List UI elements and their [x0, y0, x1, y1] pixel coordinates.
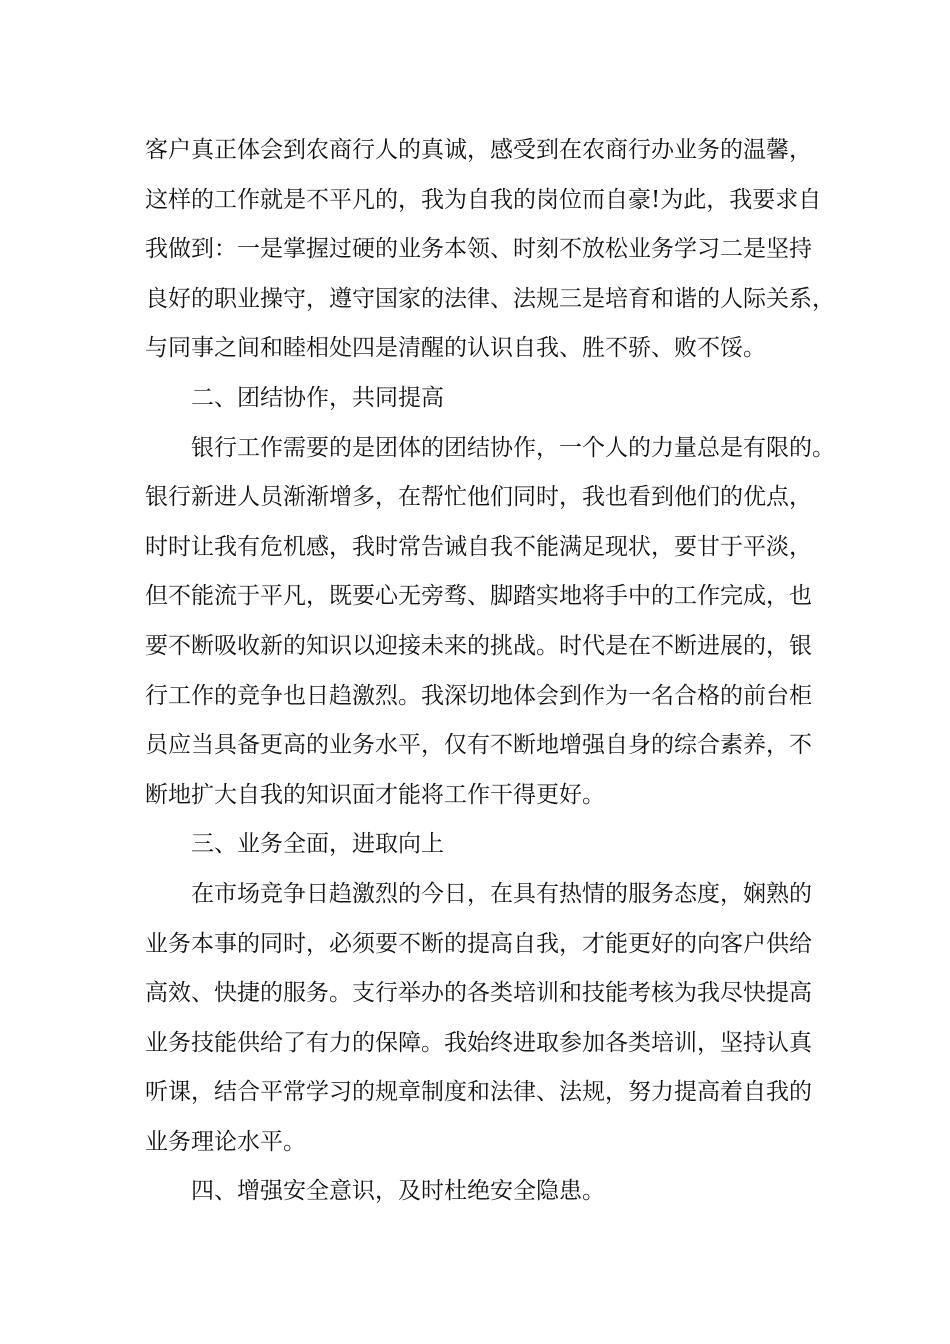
text-line: 时时让我有危机感，我时常告诫自我不能满足现状，要甘于平淡， [145, 533, 812, 560]
text-line: 断地扩大自我的知识面才能将工作干得更好。 [145, 781, 605, 808]
text-line: 与同事之间和睦相处四是清醒的认识自我、胜不骄、败不馁。 [145, 335, 766, 362]
section-heading-3: 三、业务全面，进取向上 [191, 831, 444, 858]
text-line: 员应当具备更高的业务水平，仅有不断地增强自身的综合素养，不 [145, 732, 812, 759]
text-line: 客户真正体会到农商行人的真诚，感受到在农商行办业务的温馨， [145, 137, 812, 163]
paragraph-start: 在市场竞争日趋激烈的今日，在具有热情的服务态度，娴熟的 [191, 880, 812, 907]
text-line: 但不能流于平凡，既要心无旁骛、脚踏实地将手中的工作完成，也 [145, 583, 812, 610]
section-heading-4: 四、增强安全意识，及时杜绝安全隐患。 [191, 1178, 605, 1205]
text-line: 行工作的竞争也日趋激烈。我深切地体会到作为一名合格的前台柜 [145, 682, 812, 709]
text-line: 业务本事的同时，必须要不断的提高自我，才能更好的向客户供给 [145, 930, 812, 957]
paragraph-start: 银行工作需要的是团体的团结协作，一个人的力量总是有限的。 [191, 434, 835, 461]
text-line: 这样的工作就是不平凡的，我为自我的岗位而自豪!为此，我要求自 [145, 186, 822, 213]
text-line: 银行新进人员渐渐增多，在帮忙他们同时，我也看到他们的优点， [145, 484, 812, 511]
section-heading-2: 二、团结协作，共同提高 [191, 384, 444, 411]
text-line: 听课，结合平常学习的规章制度和法律、法规，努力提高着自我的 [145, 1079, 812, 1106]
text-line: 业务技能供给了有力的保障。我始终进取参加各类培训，坚持认真 [145, 1029, 812, 1056]
text-line: 高效、快捷的服务。支行举办的各类培训和技能考核为我尽快提高 [145, 980, 812, 1007]
body-text [145, 126, 835, 1217]
text-line: 良好的职业操守，遵守国家的法律、法规三是培育和谐的人际关系， [145, 285, 835, 312]
text-line: 我做到：一是掌握过硬的业务本领、时刻不放松业务学习二是坚持 [145, 236, 812, 263]
text-line: 业务理论水平。 [145, 1128, 306, 1155]
text-line: 要不断吸收新的知识以迎接未来的挑战。时代是在不断进展的，银 [145, 632, 812, 659]
